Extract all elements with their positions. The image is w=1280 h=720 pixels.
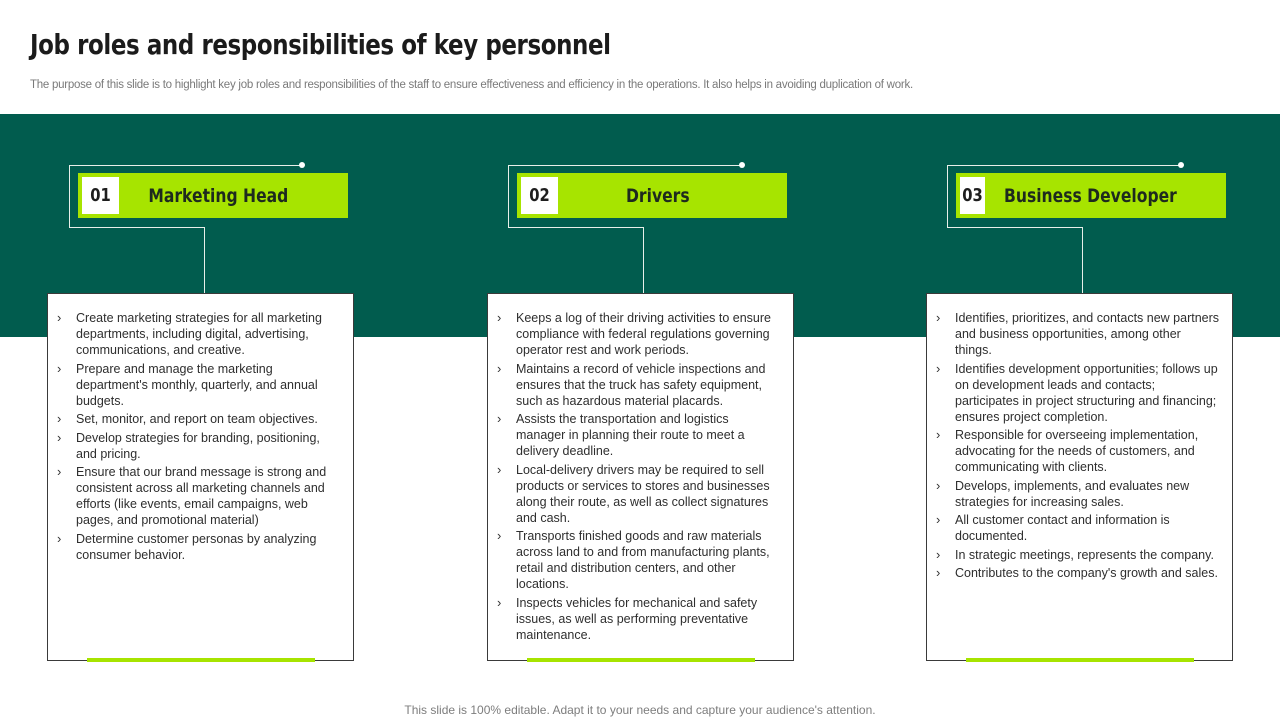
list-item: › Develop strategies for branding, positioning, and pricing. (57, 429, 320, 461)
connector-line (947, 165, 948, 227)
list-item: › Local-delivery drivers may be required to sell products or services to stores and businesses along their route, as well as collect signatures and cash. (497, 461, 770, 525)
connector-dot (1178, 162, 1184, 168)
list-item: › Prepare and manage the marketing department's monthly, quarterly, and annual budgets. (57, 360, 318, 408)
bullet-chevron-icon: › (57, 310, 62, 325)
connector-line (508, 227, 644, 228)
page-subtitle: The purpose of this slide is to highlight key job roles and responsibilities of the staff to ensure effectiveness and efficiency in the operations. It also helps in avoiding duplication of work. (30, 79, 913, 91)
list-item: › Ensure that our brand message is strong and consistent across all marketing channels and efforts (like events, email campaigns, web pages, and promotional material) (57, 464, 327, 527)
list-item: › All customer contact and information is documented. (936, 512, 1170, 543)
role-number: 03 (962, 185, 983, 206)
card-accent-bar (966, 658, 1194, 662)
list-item: › Determine customer personas by analyzing consumer behavior. (57, 530, 317, 562)
responsibilities-card (47, 293, 354, 661)
role-number-box (521, 177, 558, 214)
bullet-chevron-icon: › (57, 464, 62, 479)
responsibilities-card (487, 293, 794, 661)
bullet-chevron-icon: › (497, 310, 502, 325)
connector-line (947, 165, 1180, 166)
list-item: › Keeps a log of their driving activities to ensure compliance with federal regulations governing operator rest and work periods. (497, 310, 771, 357)
list-item: › Inspects vehicles for mechanical and safety issues, as well as performing preventative maintenance. (497, 594, 758, 642)
bullet-chevron-icon: › (497, 360, 502, 376)
bullet-chevron-icon: › (936, 310, 941, 325)
list-item: › Create marketing strategies for all marketing departments, including digital, advertising, communications, and creative. (57, 310, 322, 357)
card-accent-bar (87, 658, 315, 662)
connector-line (69, 165, 70, 227)
role-title: Drivers (625, 184, 690, 207)
bullet-chevron-icon: › (497, 594, 502, 610)
responsibilities-list (488, 294, 793, 643)
connector-line (69, 165, 302, 166)
connector-line (204, 227, 205, 293)
role-header (956, 173, 1226, 218)
list-item: › Set, monitor, and report on team objectives. (57, 411, 318, 426)
role-header (517, 173, 787, 218)
connector-dot (739, 162, 745, 168)
list-item: › Assists the transportation and logistics manager in planning their route to meet a delivery deadline. (497, 411, 745, 458)
list-item: › Transports finished goods and raw materials across land to and from manufacturing plants, retail and distribution centers, and other locations. (497, 528, 770, 591)
list-item: › Responsible for overseeing implementation, advocating for the needs of customers, and communicating with clients. (936, 427, 1199, 474)
bullet-chevron-icon: › (936, 565, 941, 580)
list-item: › In strategic meetings, represents the company. (936, 546, 1214, 562)
bullet-chevron-icon: › (57, 411, 62, 426)
bullet-chevron-icon: › (936, 477, 941, 493)
connector-line (947, 227, 1083, 228)
bullet-chevron-icon: › (497, 461, 502, 477)
bullet-chevron-icon: › (497, 528, 502, 543)
bullet-chevron-icon: › (57, 429, 62, 445)
role-title: Business Developer (1004, 184, 1178, 207)
bullet-chevron-icon: › (936, 512, 941, 527)
bullet-chevron-icon: › (57, 360, 62, 376)
bullet-chevron-icon: › (497, 411, 502, 426)
responsibilities-card (926, 293, 1233, 661)
list-item: › Identifies, prioritizes, and contacts new partners and business opportunities, among other things. (936, 310, 1220, 357)
list-item: › Maintains a record of vehicle inspections and ensures that the truck has safety equipment, such as hazardous material placards. (497, 360, 766, 408)
list-item: › Identifies development opportunities; follows up on development leads and contacts; participates in project structuring and financing; ensures project completion. (936, 360, 1218, 424)
role-number: 02 (529, 185, 550, 206)
connector-line (1082, 227, 1083, 293)
connector-line (508, 165, 509, 227)
bullet-chevron-icon: › (936, 546, 941, 562)
role-number: 01 (90, 185, 111, 206)
card-accent-bar (527, 658, 755, 662)
bullet-chevron-icon: › (936, 360, 941, 376)
responsibilities-list (48, 294, 353, 563)
list-item: › Develops, implements, and evaluates new strategies for increasing sales. (936, 477, 1190, 509)
connector-line (508, 165, 741, 166)
responsibilities-list (927, 294, 1232, 581)
bullet-chevron-icon: › (57, 530, 62, 546)
page-title: Job roles and responsibilities of key personnel (30, 28, 611, 61)
connector-line (69, 227, 205, 228)
list-item: › Contributes to the company's growth and sales. (936, 565, 1218, 580)
connector-line (643, 227, 644, 293)
bullet-chevron-icon: › (936, 427, 941, 442)
role-title: Marketing Head (148, 184, 289, 207)
role-header (78, 173, 348, 218)
role-number-box (960, 177, 985, 214)
connector-dot (299, 162, 305, 168)
role-number-box (82, 177, 119, 214)
footer-note: This slide is 100% editable. Adapt it to your needs and capture your audience's attention. (404, 703, 876, 717)
